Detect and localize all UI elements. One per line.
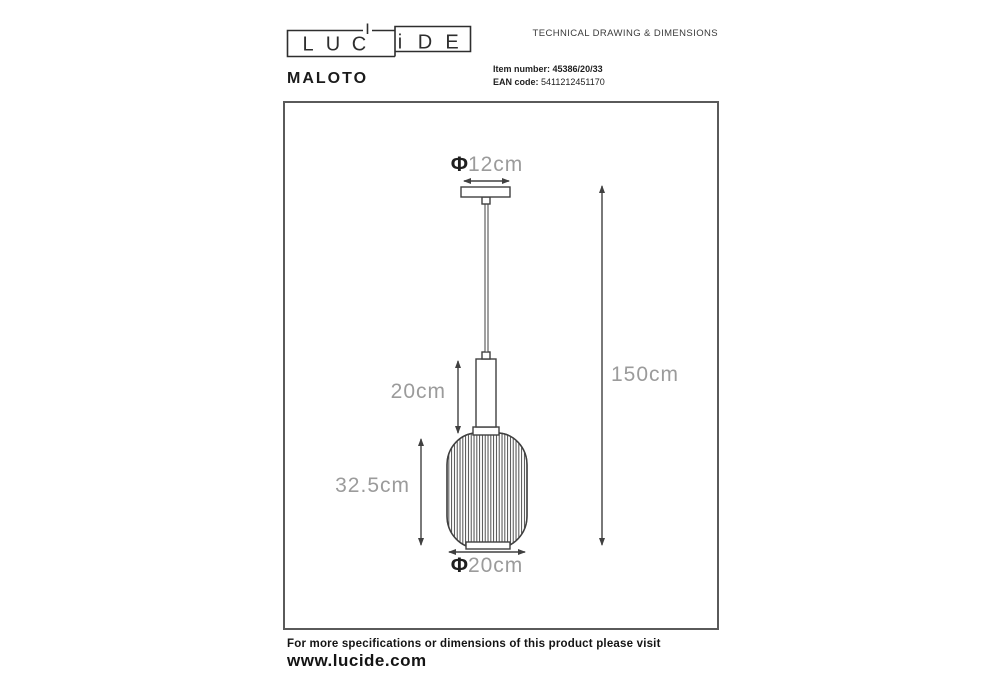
product-name: MALOTO [287, 70, 369, 87]
cable-holder-connector [482, 352, 490, 359]
item-number-row [493, 63, 605, 76]
footer-note: For more specifications or dimensions of this product please visit [287, 638, 661, 650]
dim-value: 12cm [467, 153, 524, 176]
item-number-label: Item number: [493, 64, 551, 74]
holder-flange [473, 427, 499, 435]
shade-base-ring [466, 542, 510, 549]
product-meta [493, 63, 605, 89]
dim-label-canopy-diameter [426, 153, 548, 177]
dim-label-total-height: 150cm [611, 363, 680, 386]
logo-letter: i [397, 31, 403, 54]
logo-letter: C [351, 33, 367, 56]
diameter-symbol: Φ [450, 554, 468, 577]
lucide-logo [286, 23, 472, 61]
suspension-cable [485, 204, 488, 352]
diameter-symbol: Φ [450, 153, 468, 176]
dim-label-holder-height: 20cm [390, 380, 446, 403]
dim-label-shade-diameter [426, 554, 548, 578]
canopy-connector [482, 197, 490, 204]
ean-value: 5411212451170 [541, 77, 605, 87]
ceiling-canopy [461, 187, 510, 197]
ean-label: EAN code: [493, 77, 539, 87]
footer-website: www.lucide.com [287, 651, 427, 670]
document-type-label: TECHNICAL DRAWING & DIMENSIONS [532, 28, 718, 39]
item-number-value: 45386/20/33 [552, 64, 603, 74]
logo-letter: D [417, 31, 433, 54]
dim-value: 20cm [467, 554, 524, 577]
ean-row [493, 76, 605, 89]
logo-letter: L [302, 33, 314, 56]
logo-letter: U [325, 33, 341, 56]
glass-shade [447, 433, 527, 548]
logo-frame [288, 24, 471, 57]
dim-label-shade-height: 32.5cm [335, 474, 410, 497]
logo-letter: E [445, 31, 459, 54]
lamp-holder-tube [476, 359, 496, 427]
